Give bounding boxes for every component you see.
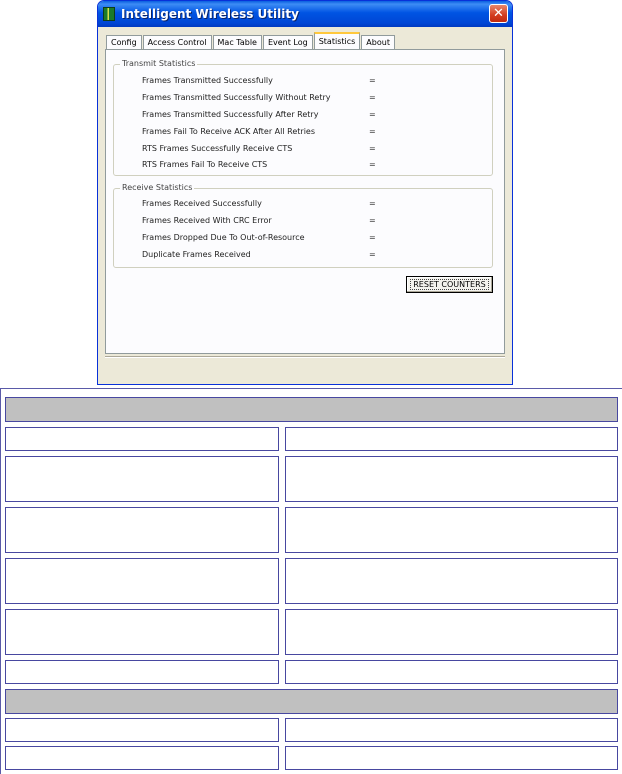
stat-value: =: [369, 160, 376, 169]
title-bar[interactable]: [98, 1, 512, 27]
receive-statistics-label: Receive Statistics: [122, 183, 193, 192]
stat-value: =: [369, 216, 376, 225]
table-cell: [285, 609, 618, 655]
receive-statistics-group: [113, 183, 493, 268]
stat-value: =: [369, 127, 376, 136]
window-title: Intelligent Wireless Utility: [121, 7, 299, 21]
table-cell: [5, 456, 279, 502]
bottom-divider: [105, 356, 505, 358]
table-cell: [285, 746, 618, 770]
stat-label: RTS Frames Fail To Receive CTS: [142, 160, 268, 169]
table-cell: [285, 507, 618, 553]
stat-value: =: [369, 233, 376, 242]
table-cell: [285, 558, 618, 604]
table-cell: [285, 456, 618, 502]
table-cell: [285, 660, 618, 684]
close-button[interactable]: [489, 4, 508, 23]
stat-label: Frames Dropped Due To Out-of-Resource: [142, 233, 305, 242]
table-cell: [5, 609, 279, 655]
stat-value: =: [369, 76, 376, 85]
stat-label: Frames Received Successfully: [142, 199, 262, 208]
stat-label: Frames Transmitted Successfully After Retry: [142, 110, 319, 119]
tab-mac-table[interactable]: Mac Table: [213, 35, 262, 50]
stat-label: RTS Frames Successfully Receive CTS: [142, 144, 293, 153]
table-header-row: [5, 689, 618, 714]
stat-label: Frames Transmitted Successfully: [142, 76, 273, 85]
statistics-panel: [105, 49, 505, 354]
tab-about[interactable]: About: [361, 35, 395, 50]
stat-label: Frames Fail To Receive ACK After All Retries: [142, 127, 316, 136]
table-cell: [5, 507, 279, 553]
table-cell: [5, 660, 279, 684]
table-cell: [5, 746, 279, 770]
table-header-row: [5, 397, 618, 422]
table-cell: [5, 558, 279, 604]
stat-value: =: [369, 199, 376, 208]
stat-value: =: [369, 250, 376, 259]
transmit-statistics-group: [113, 59, 493, 176]
table-cell: [285, 718, 618, 742]
close-icon: ✕: [493, 6, 504, 21]
stat-label: Frames Transmitted Successfully Without Retry: [142, 93, 331, 102]
utility-window: [97, 0, 513, 385]
table-cell: [5, 427, 279, 451]
stat-value: =: [369, 144, 376, 153]
tab-strip: [106, 32, 396, 50]
stat-label: Frames Received With CRC Error: [142, 216, 272, 225]
tab-access-control[interactable]: Access Control: [143, 35, 212, 50]
tab-config[interactable]: Config: [106, 35, 142, 50]
reset-counters-button[interactable]: [406, 276, 493, 293]
wireless-app-icon: [103, 7, 115, 21]
reset-counters-label: RESET COUNTERS: [410, 279, 488, 290]
table-cell: [5, 718, 279, 742]
table-cell: [285, 427, 618, 451]
transmit-statistics-label: Transmit Statistics: [122, 59, 196, 68]
tab-event-log[interactable]: Event Log: [263, 35, 313, 50]
statistics-description-table: [0, 388, 622, 774]
stat-value: =: [369, 110, 376, 119]
stat-label: Duplicate Frames Received: [142, 250, 251, 259]
tab-statistics[interactable]: Statistics: [314, 32, 361, 51]
stat-value: =: [369, 93, 376, 102]
